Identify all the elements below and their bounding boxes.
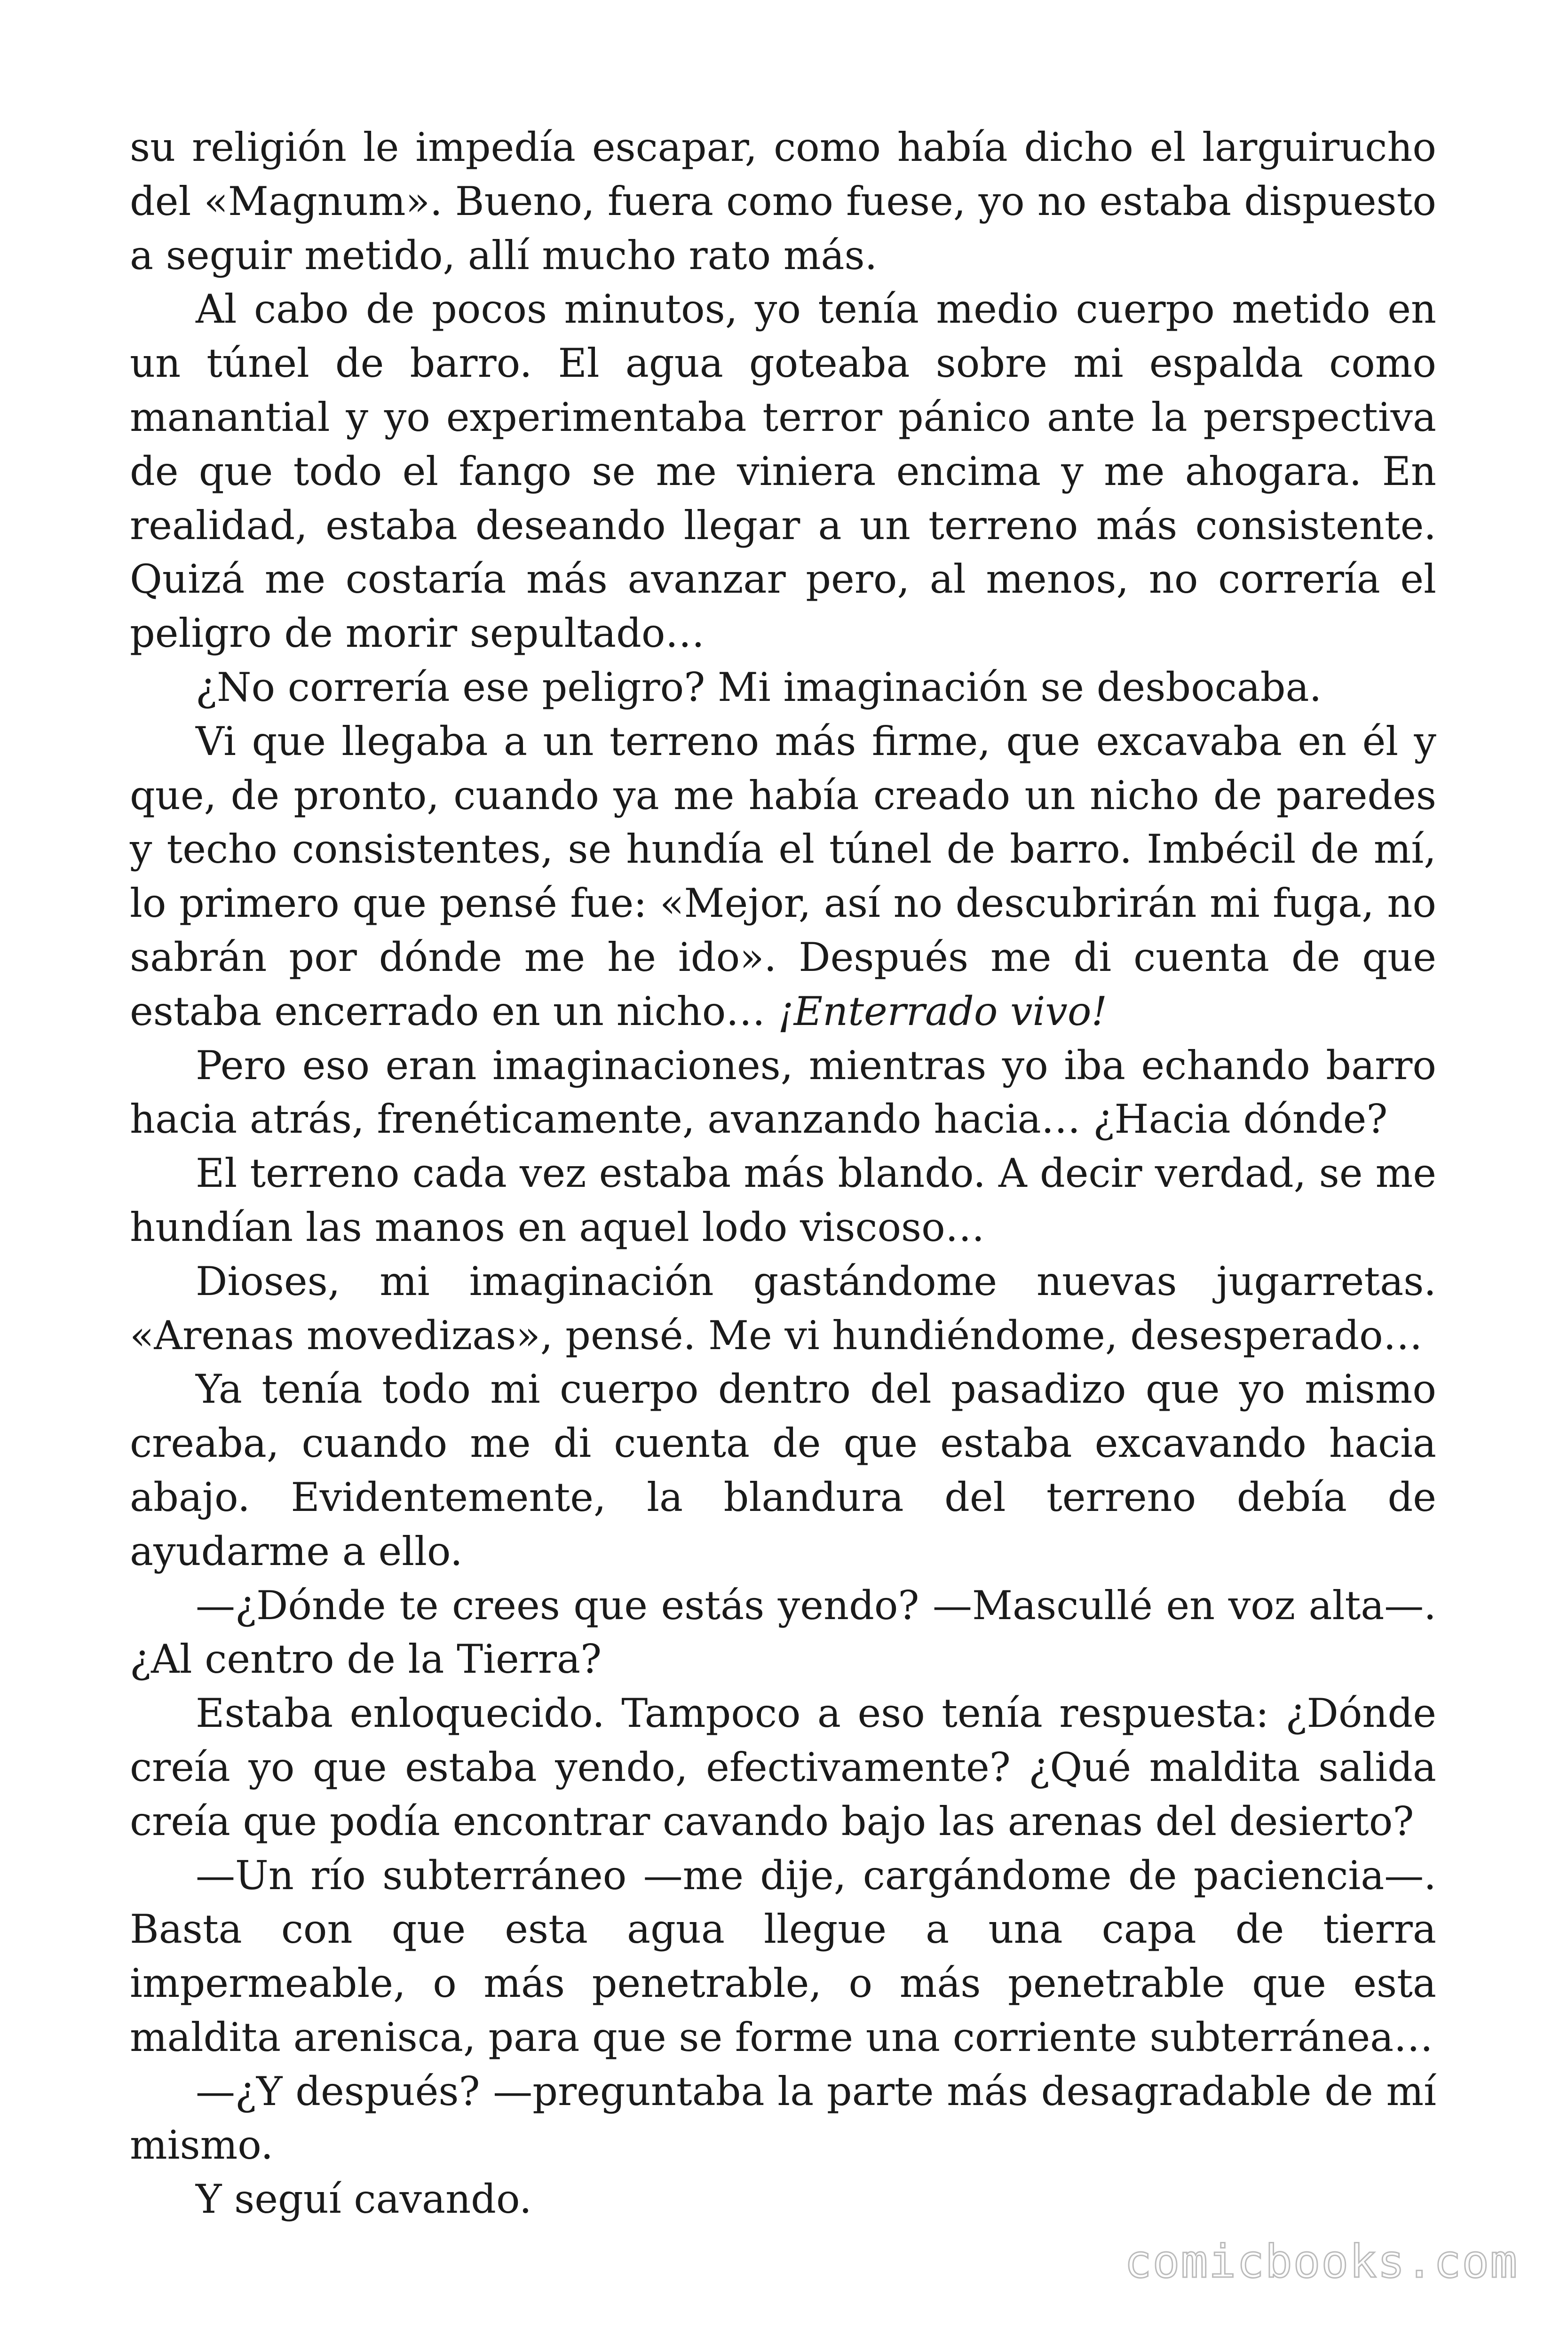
paragraph: su religión le impedía escapar, como había dicho el larguirucho del «Magnum». Bueno, fuera como fuese, yo no estaba dispuesto a seguir metido, allí mucho rato más. — [130, 124, 1436, 278]
paragraph: —¿Y después? —preguntaba la parte más desagradable de mí mismo. — [130, 2068, 1436, 2169]
body-text — [130, 120, 1436, 2226]
paragraph: Dioses, mi imaginación gastándome nuevas jugarretas. «Arenas movedizas», pensé. Me vi hundiéndome, desesperado… — [130, 1258, 1436, 1359]
paragraph: El terreno cada vez estaba más blando. A decir verdad, se me hundían las manos en aquel lodo viscoso… — [130, 1150, 1436, 1250]
paragraph: Pero eso eran imaginaciones, mientras yo iba echando barro hacia atrás, frenéticamente, avanzando hacia… ¿Hacia dónde? — [130, 1042, 1436, 1143]
paragraph: Estaba enloquecido. Tampoco a eso tenía respuesta: ¿Dónde creía yo que estaba yendo, efectivamente? ¿Qué maldita salida creía que podía encontrar cavando bajo las arenas del desierto? — [130, 1690, 1436, 1844]
paragraph: —Un río subterráneo —me dije, cargándome de paciencia—. Basta con que esta agua llegue a una capa de tierra impermeable, o más penetrable, o más penetrable que esta maldita arenisca, para que se forme una corriente subterránea… — [130, 1852, 1436, 2060]
paragraph — [130, 715, 1436, 1039]
paragraph: ¿No correría ese peligro? Mi imaginación se desbocaba. — [196, 664, 1322, 710]
paragraph: —¿Dónde te crees que estás yendo? —Mascullé en voz alta—. ¿Al centro de la Tierra? — [130, 1582, 1436, 1683]
italic-exclamation: ¡Enterrado vivo! — [778, 988, 1108, 1034]
paragraph: Al cabo de pocos minutos, yo tenía medio cuerpo metido en un túnel de barro. El agua goteaba sobre mi espalda como manantial y yo experimentaba terror pánico ante la perspectiva de que todo el fango se me viniera encima y me ahogara. En realidad, estaba deseando llegar a un terreno más consistente. Quizá me costaría más avanzar pero, al menos, no correría el peligro de morir sepultado… — [130, 286, 1436, 657]
paragraph: Ya tenía todo mi cuerpo dentro del pasadizo que yo mismo creaba, cuando me di cuenta de que estaba excavando hacia abajo. Evidentemente, la blandura del terreno debía de ayudarme a ello. — [130, 1366, 1436, 1574]
paragraph: Y seguí cavando. — [196, 2176, 532, 2223]
watermark: comicbooks.com — [1124, 2235, 1518, 2288]
paragraph-text: Vi que llegaba a un terreno más firme, que excavaba en él y que, de pronto, cuando ya me había creado un nicho de paredes y techo consistentes, se hundía el túnel de barro. Imbécil de mí, lo primero que pensé fue: «Mejor, así no descubrirán mi fuga, no sabrán por dónde me he ido». Después me di cuenta de que estaba encerrado en un nicho… — [130, 718, 1436, 1034]
